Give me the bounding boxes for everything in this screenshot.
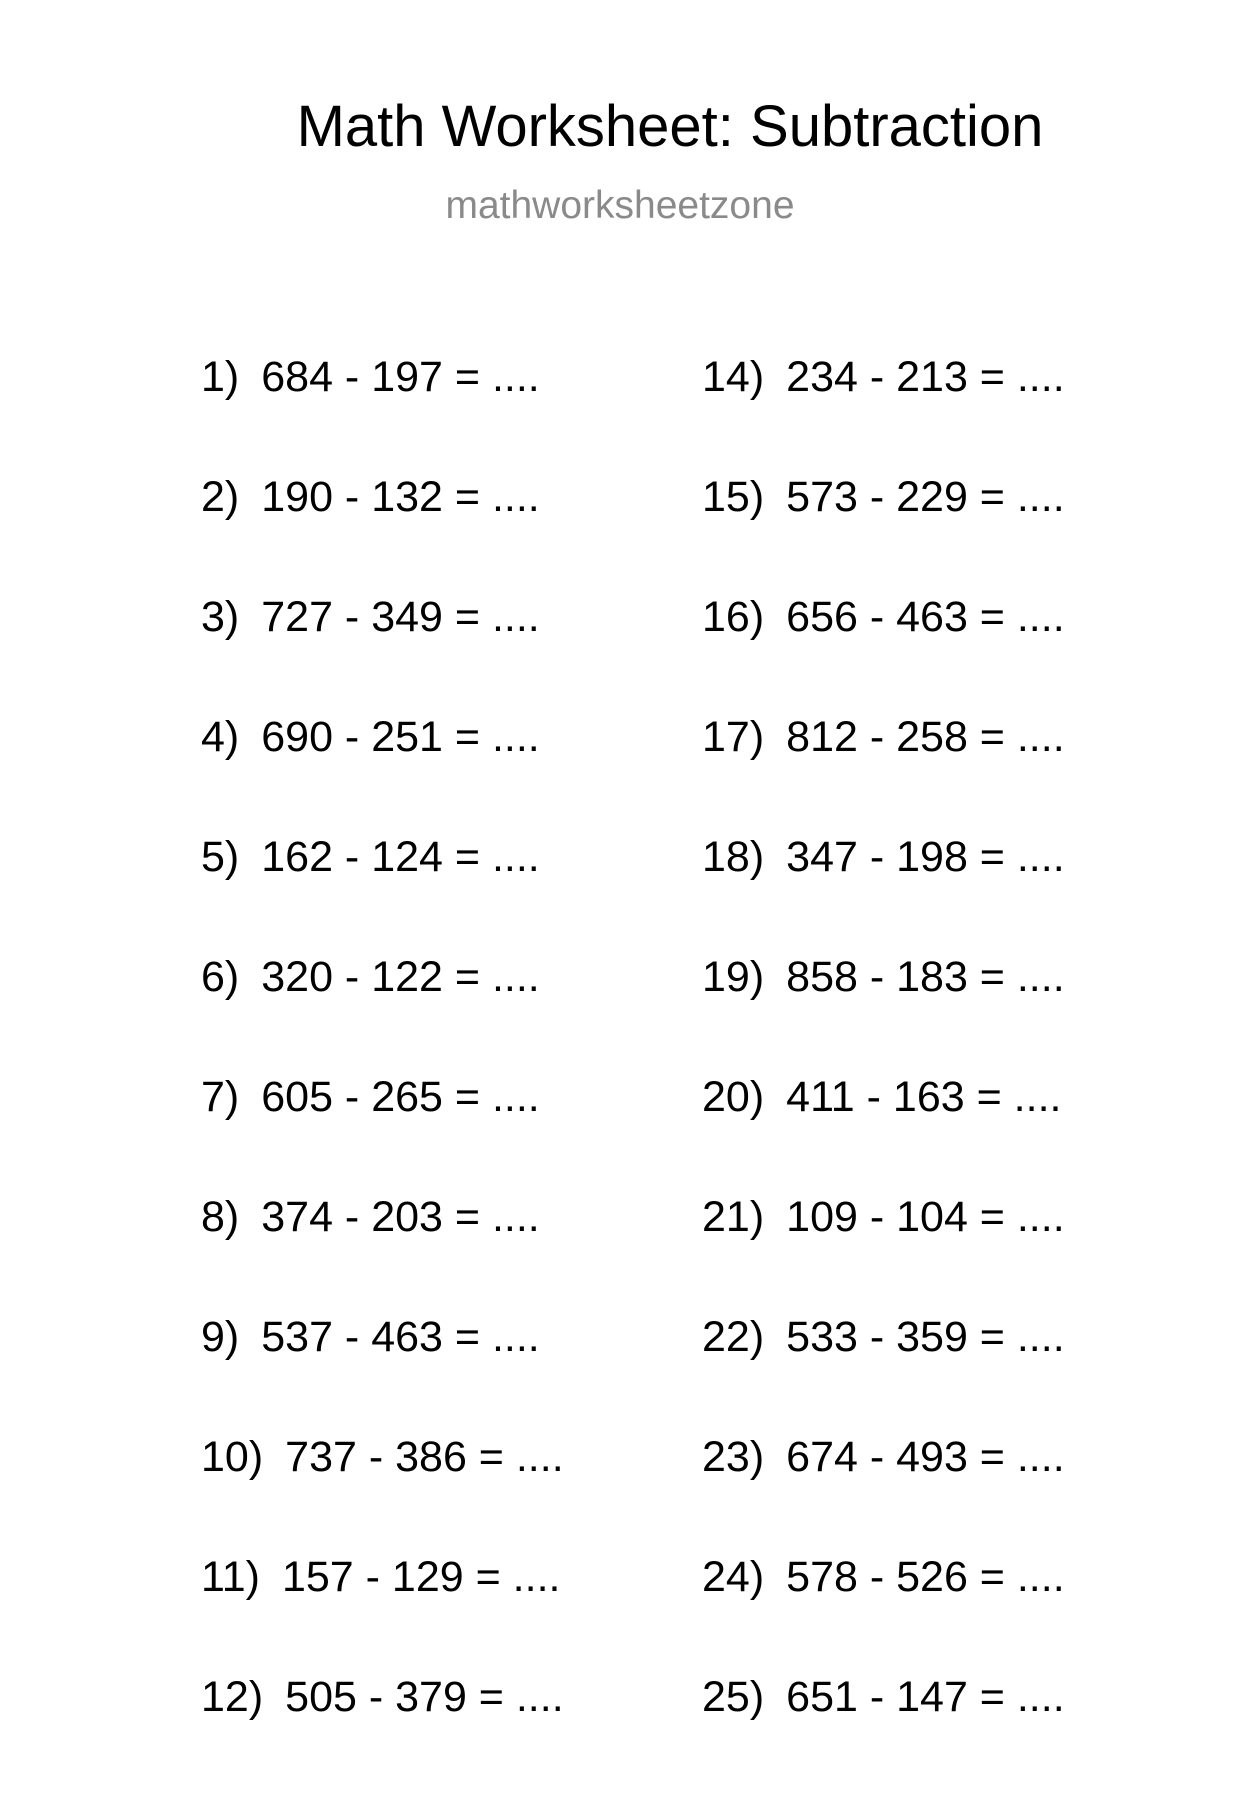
problem-number: 1) <box>201 353 240 401</box>
problem-expression: 157 - 129 = .... <box>281 1553 561 1601</box>
problem-item <box>201 713 564 836</box>
problem-expression: 737 - 386 = .... <box>285 1433 564 1481</box>
problem-number: 25) <box>702 1673 765 1721</box>
problem-number: 16) <box>702 593 765 641</box>
problem-list-left <box>201 353 564 1796</box>
problem-item <box>702 1433 1065 1556</box>
problem-expression: 347 - 198 = .... <box>786 833 1065 881</box>
page-subtitle: mathworksheetzone <box>445 184 795 227</box>
problem-number: 21) <box>702 1193 765 1241</box>
problem-number: 24) <box>702 1553 765 1601</box>
problem-number: 17) <box>702 713 765 761</box>
problem-number: 7) <box>201 1073 240 1121</box>
problem-item <box>201 353 564 476</box>
problem-item <box>201 1433 564 1556</box>
problem-item <box>702 713 1065 836</box>
problem-number: 10) <box>201 1433 264 1481</box>
problem-expression: 573 - 229 = .... <box>786 473 1065 521</box>
problem-number: 20) <box>702 1073 765 1121</box>
problem-number: 23) <box>702 1433 765 1481</box>
problem-item <box>201 833 564 956</box>
problem-number: 5) <box>201 833 240 881</box>
problem-expression: 690 - 251 = .... <box>261 713 540 761</box>
problem-expression: 162 - 124 = .... <box>261 833 540 881</box>
problem-item <box>702 953 1065 1076</box>
problem-number: 8) <box>201 1193 240 1241</box>
problem-expression: 578 - 526 = .... <box>786 1553 1065 1601</box>
problem-expression: 411 - 163 = .... <box>786 1073 1062 1121</box>
problem-expression: 505 - 379 = .... <box>285 1673 564 1721</box>
problem-item <box>702 1073 1065 1196</box>
problem-expression: 320 - 122 = .... <box>261 953 540 1001</box>
problem-number: 15) <box>702 473 765 521</box>
page-title: Math Worksheet: Subtraction <box>296 94 1044 159</box>
problem-expression: 109 - 104 = .... <box>786 1193 1065 1241</box>
problem-item <box>201 1193 564 1316</box>
problem-number: 14) <box>702 353 765 401</box>
problem-item <box>201 473 564 596</box>
problem-number: 12) <box>201 1673 264 1721</box>
problem-number: 9) <box>201 1313 240 1361</box>
problem-expression: 234 - 213 = .... <box>786 353 1065 401</box>
problem-expression: 651 - 147 = .... <box>786 1673 1065 1721</box>
problem-item <box>702 473 1065 596</box>
problem-expression: 727 - 349 = .... <box>261 593 540 641</box>
problem-item <box>201 953 564 1076</box>
problem-number: 18) <box>702 833 765 881</box>
problem-item <box>201 1553 564 1676</box>
problem-number: 22) <box>702 1313 765 1361</box>
problem-item <box>702 1553 1065 1676</box>
problem-item <box>201 593 564 716</box>
problem-item <box>201 1313 564 1436</box>
problem-expression: 684 - 197 = .... <box>261 353 540 401</box>
problem-item <box>702 353 1065 476</box>
problem-number: 19) <box>702 953 765 1001</box>
problem-expression: 374 - 203 = .... <box>261 1193 540 1241</box>
problem-number: 4) <box>201 713 240 761</box>
problem-number: 3) <box>201 593 240 641</box>
problem-expression: 605 - 265 = .... <box>261 1073 540 1121</box>
problem-item <box>702 833 1065 956</box>
problem-expression: 858 - 183 = .... <box>786 953 1065 1001</box>
problem-item <box>702 593 1065 716</box>
problem-number: 2) <box>201 473 240 521</box>
problem-item <box>702 1313 1065 1436</box>
problem-expression: 537 - 463 = .... <box>261 1313 540 1361</box>
problem-expression: 656 - 463 = .... <box>786 593 1065 641</box>
problem-item <box>201 1073 564 1196</box>
problem-expression: 533 - 359 = .... <box>786 1313 1065 1361</box>
problem-list-right <box>702 353 1065 1796</box>
problem-expression: 190 - 132 = .... <box>261 473 540 521</box>
problem-number: 6) <box>201 953 240 1001</box>
problem-expression: 812 - 258 = .... <box>786 713 1065 761</box>
problem-item <box>201 1673 564 1796</box>
problem-expression: 674 - 493 = .... <box>786 1433 1065 1481</box>
problem-number: 11) <box>201 1553 260 1601</box>
problem-item <box>702 1193 1065 1316</box>
problem-item <box>702 1673 1065 1796</box>
